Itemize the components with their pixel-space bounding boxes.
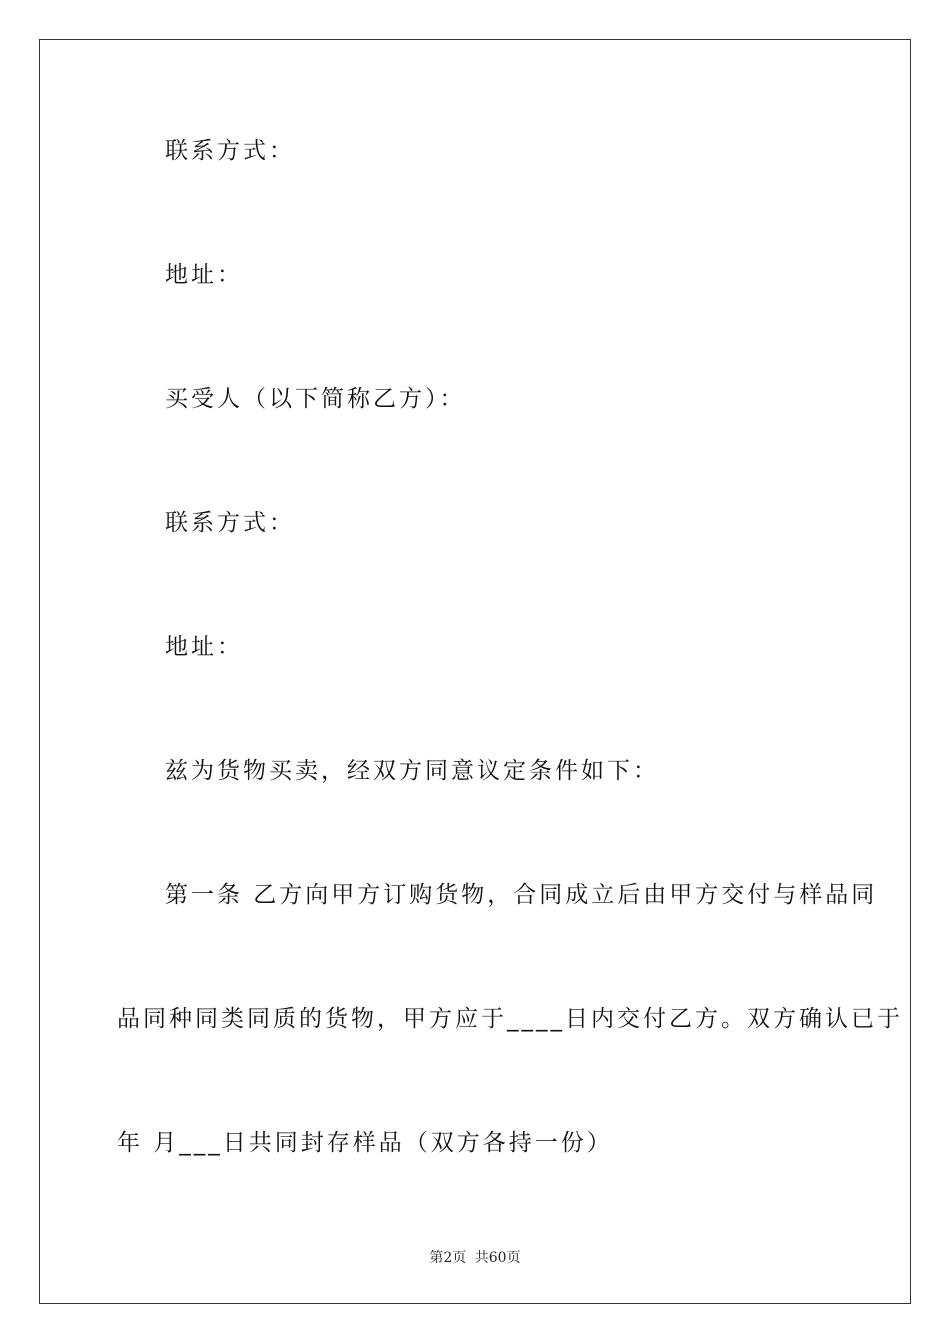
page-total: 共60页 bbox=[474, 1250, 521, 1266]
page-footer bbox=[0, 1247, 950, 1267]
buyer-contact-line: 联系方式： bbox=[165, 510, 295, 536]
article-one-line-2: 品同种同类同质的货物，甲方应于____日内交付乙方。双方确认已于 bbox=[117, 1006, 903, 1032]
seller-contact-line: 联系方式： bbox=[165, 138, 295, 164]
article-one-line-1: 第一条 乙方向甲方订购货物，合同成立后由甲方交付与样品同 bbox=[165, 882, 878, 908]
buyer-line: 买受人（以下简称乙方）： bbox=[165, 386, 466, 412]
article-one-line-3: 年 月___日共同封存样品（双方各持一份） bbox=[117, 1130, 613, 1156]
preamble-line: 兹为货物买卖，经双方同意议定条件如下： bbox=[165, 758, 659, 784]
page-number: 第2页 bbox=[429, 1250, 467, 1266]
buyer-address-line: 地址： bbox=[165, 634, 243, 660]
seller-address-line: 地址： bbox=[165, 262, 243, 288]
page-frame bbox=[39, 39, 911, 1304]
